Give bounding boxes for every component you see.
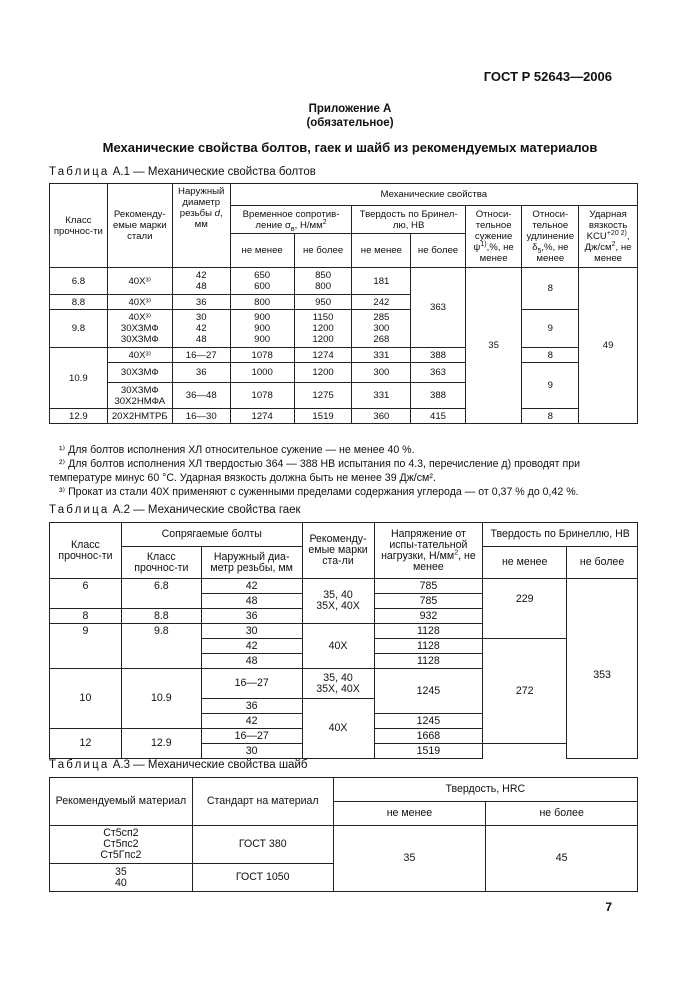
- cell: 388: [411, 348, 466, 363]
- cell: 9.8: [50, 310, 108, 348]
- page-title: Механические свойства болтов, гаек и шайб из рекомендуемых материалов: [102, 140, 598, 155]
- th-nut-class: Класс прочнос-ти: [50, 523, 122, 579]
- cell: 40Х³⁾: [107, 268, 172, 295]
- table3-caption: Таблица А.3 — Механические свойства шайб: [49, 759, 308, 771]
- th-elongation: Относи-тельное удлинение $\delta_5,\%$, не менее: [522, 206, 579, 268]
- cell: 9: [522, 363, 579, 409]
- cell: 8.8: [121, 609, 201, 624]
- cell: 285 300 268: [352, 310, 411, 348]
- cell: 8: [522, 409, 579, 424]
- cell: 40Х³⁾: [107, 295, 172, 310]
- cell: 30 42 48: [172, 310, 230, 348]
- cell: 415: [411, 409, 466, 424]
- cell: 300: [352, 363, 411, 383]
- cell: 16—27: [201, 669, 302, 699]
- cell: 35: [333, 826, 486, 892]
- cell: 30: [201, 744, 302, 759]
- th-class: Класс прочнос-ти: [50, 184, 108, 268]
- cell: ГОСТ 1050: [192, 864, 333, 892]
- cell: 900 900 900: [230, 310, 294, 348]
- cell: 35 40: [50, 864, 193, 892]
- cell: 10: [50, 669, 122, 729]
- th-grade: Рекоменду-емые марки стали: [107, 184, 172, 268]
- th-strength: Временное сопротив-ление $\sigma_в$, $Н/мм^2$: [230, 206, 352, 234]
- cell: 8.8: [50, 295, 108, 310]
- cell: 36—48: [172, 383, 230, 409]
- cell: 42: [201, 639, 302, 654]
- cell: 10.9: [121, 669, 201, 729]
- cell: [50, 594, 122, 609]
- cell: 1128: [374, 624, 483, 639]
- cell: [567, 579, 638, 594]
- cell: 800: [230, 295, 294, 310]
- th-min: не менее: [352, 234, 411, 268]
- cell: 1000: [230, 363, 294, 383]
- cell: 12: [50, 729, 122, 759]
- cell: 1128: [374, 639, 483, 654]
- cell: 30: [201, 624, 302, 639]
- th-hardness: Твердость по Бринел-лю, НВ: [352, 206, 465, 234]
- cell: 48: [201, 654, 302, 669]
- washers-table: [49, 777, 638, 892]
- cell: 40Х³⁾ 30ХЗМФ 30ХЗМФ: [107, 310, 172, 348]
- cell: 12.9: [50, 409, 108, 424]
- cell: 360: [352, 409, 411, 424]
- cell: 1519: [374, 744, 483, 759]
- cell: 45: [486, 826, 638, 892]
- table1-caption: Таблица А.1 — Механические свойства болтов: [49, 166, 316, 178]
- cell: 12.9: [121, 729, 201, 759]
- standard-number: ГОСТ Р 52643—2006: [483, 69, 612, 84]
- cell: 8: [522, 268, 579, 310]
- th-bolt-class: Класс прочнос-ти: [121, 547, 201, 579]
- cell: 49: [579, 268, 638, 424]
- th-standard: Стандарт на материал: [192, 778, 333, 826]
- cell: 9: [522, 310, 579, 348]
- cell: 16—27: [201, 729, 302, 744]
- cell: 36: [201, 609, 302, 624]
- cell: 1274: [230, 409, 294, 424]
- cell: 16—30: [172, 409, 230, 424]
- th-material: Рекомендуемый материал: [50, 778, 193, 826]
- cell: Ст5сп2 Ст5пс2 Ст5Гпс2: [50, 826, 193, 864]
- th-min: не менее: [333, 802, 486, 826]
- bolts-table: [49, 183, 638, 424]
- table1-notes: [49, 443, 639, 499]
- th-bolts: Сопрягаемые болты: [121, 523, 302, 547]
- cell: 40Х: [302, 624, 374, 669]
- cell: 1519: [294, 409, 352, 424]
- cell: 42: [201, 714, 302, 729]
- cell: 331: [352, 348, 411, 363]
- cell: 35: [465, 268, 522, 424]
- cell: 8: [50, 609, 122, 624]
- th-diameter: Наружный диаметр резьбы d, мм: [172, 184, 230, 268]
- cell: 388: [411, 383, 466, 409]
- cell: 850 800: [294, 268, 352, 295]
- note-2b: температуре минус 60 °С. Ударная вязкость должна быть не менее 39 Дж/см².: [49, 472, 436, 484]
- note-2a: ²⁾ Для болтов исполнения ХЛ твердостью 364 — 388 НВ испытания по 4.3, перечисление д) проводят при: [59, 458, 581, 470]
- cell: [483, 579, 567, 594]
- th-max: не более: [567, 547, 638, 579]
- th-max: не более: [486, 802, 638, 826]
- cell: 242: [352, 295, 411, 310]
- th-impact: Ударная вязкость $KCU^{+20 2)}$, $Дж/см^2$, не менее: [579, 206, 638, 268]
- cell: 1150 1200 1200: [294, 310, 352, 348]
- th-min: не менее: [483, 547, 567, 579]
- cell: 1275: [294, 383, 352, 409]
- cell: 1245: [374, 714, 483, 729]
- cell: 650 600: [230, 268, 294, 295]
- cell: 1078: [230, 383, 294, 409]
- note-1: ¹⁾ Для болтов исполнения ХЛ относительное сужение — не менее 40 %.: [59, 444, 415, 456]
- cell: 1668: [374, 729, 483, 744]
- cell: 1274: [294, 348, 352, 363]
- appendix-title: Приложение А: [308, 103, 392, 115]
- cell: 30ХЗМФ 30Х2НМФА: [107, 383, 172, 409]
- th-max: не более: [411, 234, 466, 268]
- cell: 1200: [294, 363, 352, 383]
- appendix-note: (обязательное): [306, 117, 394, 129]
- cell: 1078: [230, 348, 294, 363]
- th-max: не более: [294, 234, 352, 268]
- cell: 785: [374, 594, 483, 609]
- cell: [121, 594, 201, 609]
- table2-caption: Таблица А.2 — Механические свойства гаек: [49, 504, 301, 516]
- cell: 42 48: [172, 268, 230, 295]
- cell: 229: [483, 594, 567, 639]
- cell: 42: [201, 579, 302, 594]
- cell: 1245: [374, 669, 483, 714]
- cell: 950: [294, 295, 352, 310]
- cell: 36: [172, 295, 230, 310]
- cell: 16—27: [172, 348, 230, 363]
- th-min: не менее: [230, 234, 294, 268]
- page-number: 7: [605, 900, 612, 914]
- th-narrowing: Относи-тельное сужение $\psi^{1)},\%$, не менее: [465, 206, 522, 268]
- th-stress: Напряжение от испы-тательной нагрузки, $Н/мм^2$, не менее: [374, 523, 483, 579]
- cell: 6: [50, 579, 122, 594]
- cell: 35, 40 35Х, 40Х: [302, 669, 374, 699]
- note-3: ³⁾ Прокат из стали 40Х применяют с суженными пределами содержания углерода — от 0,37 % до 0,42 %.: [59, 486, 579, 498]
- cell: 932: [374, 609, 483, 624]
- cell: 785: [374, 579, 483, 594]
- cell: ГОСТ 380: [192, 826, 333, 864]
- cell: 48: [201, 594, 302, 609]
- cell: 9: [50, 624, 122, 669]
- th-hardness: Твердость по Бринеллю, НВ: [483, 523, 638, 547]
- cell: 353: [567, 594, 638, 759]
- cell: 9.8: [121, 624, 201, 669]
- cell: 36: [201, 699, 302, 714]
- cell: 8: [522, 348, 579, 363]
- cell: 6.8: [121, 579, 201, 594]
- cell: 30ХЗМФ: [107, 363, 172, 383]
- cell: 36: [172, 363, 230, 383]
- cell: 40Х: [302, 699, 374, 759]
- cell: 40Х³⁾: [107, 348, 172, 363]
- cell: 20Х2НМТРБ: [107, 409, 172, 424]
- cell: 181: [352, 268, 411, 295]
- cell: 363: [411, 268, 466, 348]
- th-mech: Механические свойства: [230, 184, 637, 206]
- cell: 10.9: [50, 348, 108, 409]
- cell: 35, 40 35Х, 40Х: [302, 579, 374, 624]
- cell: 272: [483, 639, 567, 744]
- nuts-table: [49, 522, 638, 759]
- cell: 6.8: [50, 268, 108, 295]
- cell: 363: [411, 363, 466, 383]
- cell: 1128: [374, 654, 483, 669]
- th-bolt-diam: Наружный диа-метр резьбы, мм: [201, 547, 302, 579]
- th-grade: Рекоменду-емые марки ста-ли: [302, 523, 374, 579]
- th-hardness: Твердость, HRC: [333, 778, 637, 802]
- cell: 331: [352, 383, 411, 409]
